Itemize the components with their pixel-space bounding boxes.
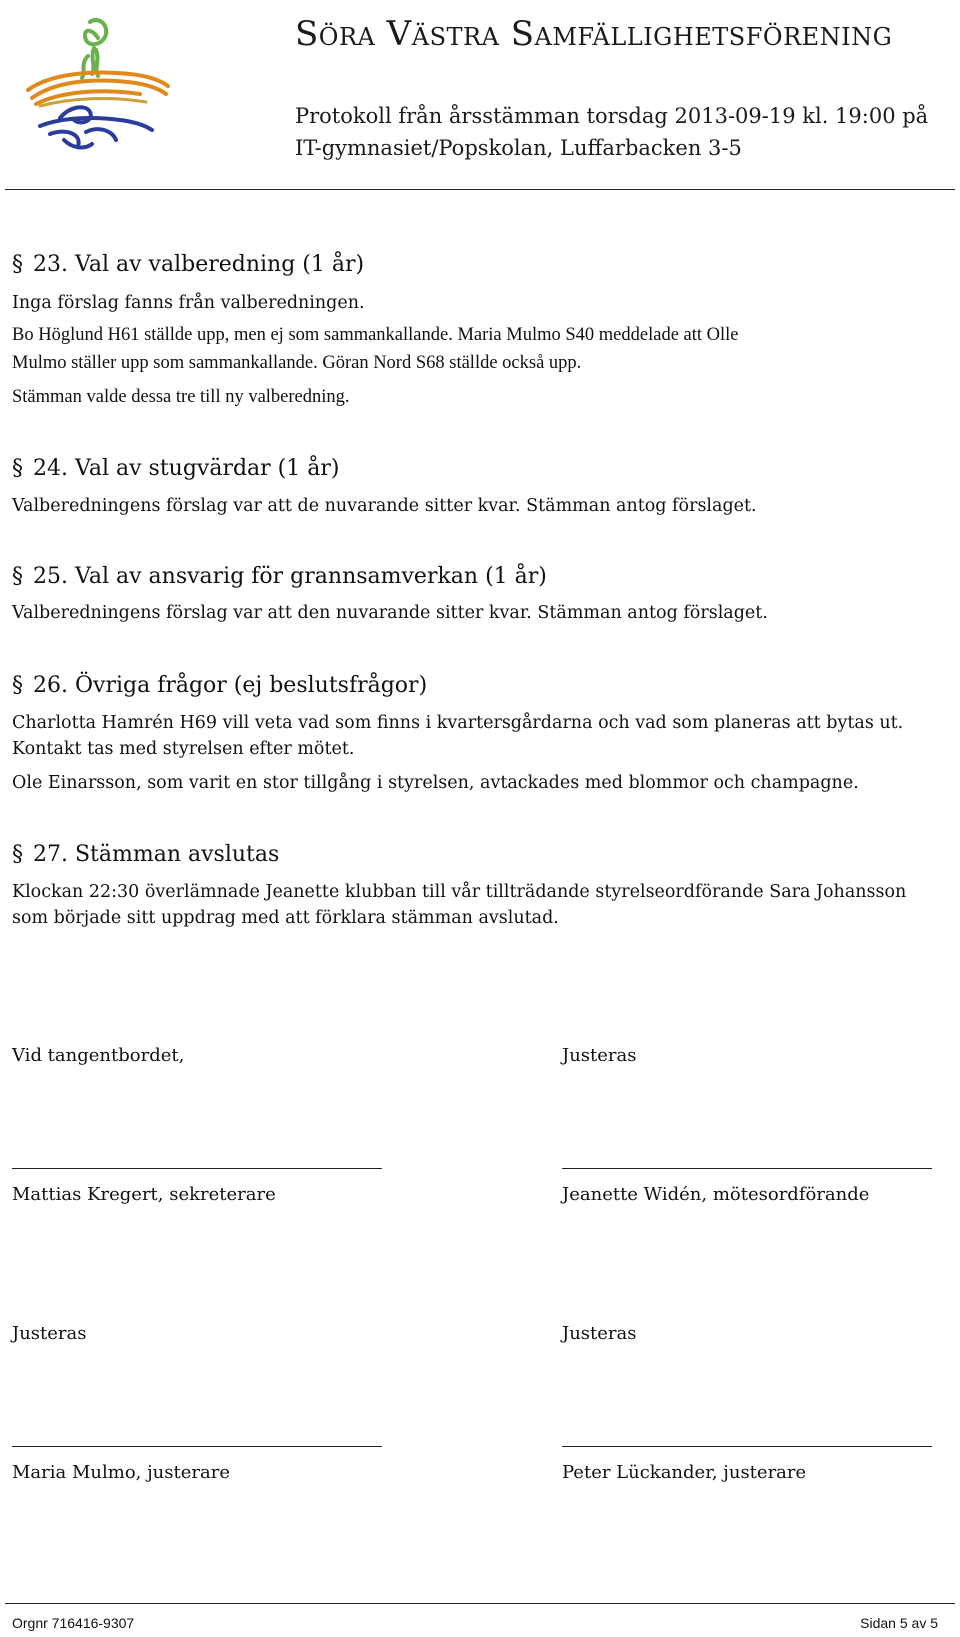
section-24-paragraph-1: Valberedningens förslag var att de nuvarande sitter kvar. Stämman antog förslaget. [12,496,757,516]
document-subtitle-line-2: IT-gymnasiet/Popskolan, Luffarbacken 3-5 [295,136,742,160]
footer-divider [5,1603,955,1604]
section-symbol: § [12,564,23,589]
section-heading-26 [12,673,427,698]
signature-label-left-2: Justeras [12,1323,87,1344]
signature-label-left-1: Vid tangentbordet, [12,1045,185,1066]
section-symbol: § [12,673,23,698]
signature-line-right-1 [562,1168,932,1169]
section-23-paragraph-4: Stämman valde dessa tre till ny valberedning. [12,387,350,407]
signature-label-right-2: Justeras [562,1323,637,1344]
section-heading-27 [12,842,279,867]
section-27-paragraph-2: som började sitt uppdrag med att förklara stämman avslutad. [12,908,559,928]
section-title: 26. Övriga frågor (ej beslutsfrågor) [33,673,428,698]
footer-orgnr: Orgnr 716416-9307 [12,1615,135,1631]
signature-label-right-1: Justeras [562,1045,637,1066]
section-23-paragraph-2: Bo Höglund H61 ställde upp, men ej som sammankallande. Maria Mulmo S40 meddelade att Olle [12,325,739,345]
section-title: 25. Val av ansvarig för grannsamverkan (1 år) [33,564,547,589]
signature-line-left-2 [12,1446,382,1447]
section-symbol: § [12,456,23,481]
section-symbol: § [12,252,23,277]
section-heading-24 [12,456,339,481]
section-27-paragraph-1: Klockan 22:30 överlämnade Jeanette klubban till vår tillträdande styrelseordförande Sara Johansson [12,882,907,902]
section-26-paragraph-2: Kontakt tas med styrelsen efter mötet. [12,739,355,759]
section-23-paragraph-3: Mulmo ställer upp som sammankallande. Göran Nord S68 ställde också upp. [12,353,582,373]
signature-name-left-1: Mattias Kregert, sekreterare [12,1184,276,1205]
document-subtitle-line-1: Protokoll från årsstämman torsdag 2013-09-19 kl. 19:00 på [295,104,929,128]
section-25-paragraph-1: Valberedningens förslag var att den nuvarande sitter kvar. Stämman antog förslaget. [12,603,768,623]
association-logo-icon [20,8,170,158]
footer-page-number: Sidan 5 av 5 [860,1615,938,1631]
section-26-paragraph-3: Ole Einarsson, som varit en stor tillgång i styrelsen, avtackades med blommor och champagne. [12,773,859,793]
section-26-paragraph-1: Charlotta Hamrén H69 vill veta vad som finns i kvartersgårdarna och vad som planeras att bytas ut. [12,713,904,733]
signature-name-right-2: Peter Lückander, justerare [562,1462,807,1483]
header-divider [5,189,955,190]
section-title: 23. Val av valberedning (1 år) [33,252,365,277]
section-title: 27. Stämman avslutas [33,842,280,867]
section-23-paragraph-1: Inga förslag fanns från valberedningen. [12,293,365,313]
signature-name-left-2: Maria Mulmo, justerare [12,1462,230,1483]
signature-name-right-1: Jeanette Widén, mötesordförande [562,1184,870,1205]
signature-line-left-1 [12,1168,382,1169]
section-title: 24. Val av stugvärdar (1 år) [33,456,340,481]
organization-name: Söra Västra Samfällighetsförening [295,14,893,54]
section-heading-25 [12,564,547,589]
section-heading-23 [12,252,364,277]
signature-line-right-2 [562,1446,932,1447]
section-symbol: § [12,842,23,867]
